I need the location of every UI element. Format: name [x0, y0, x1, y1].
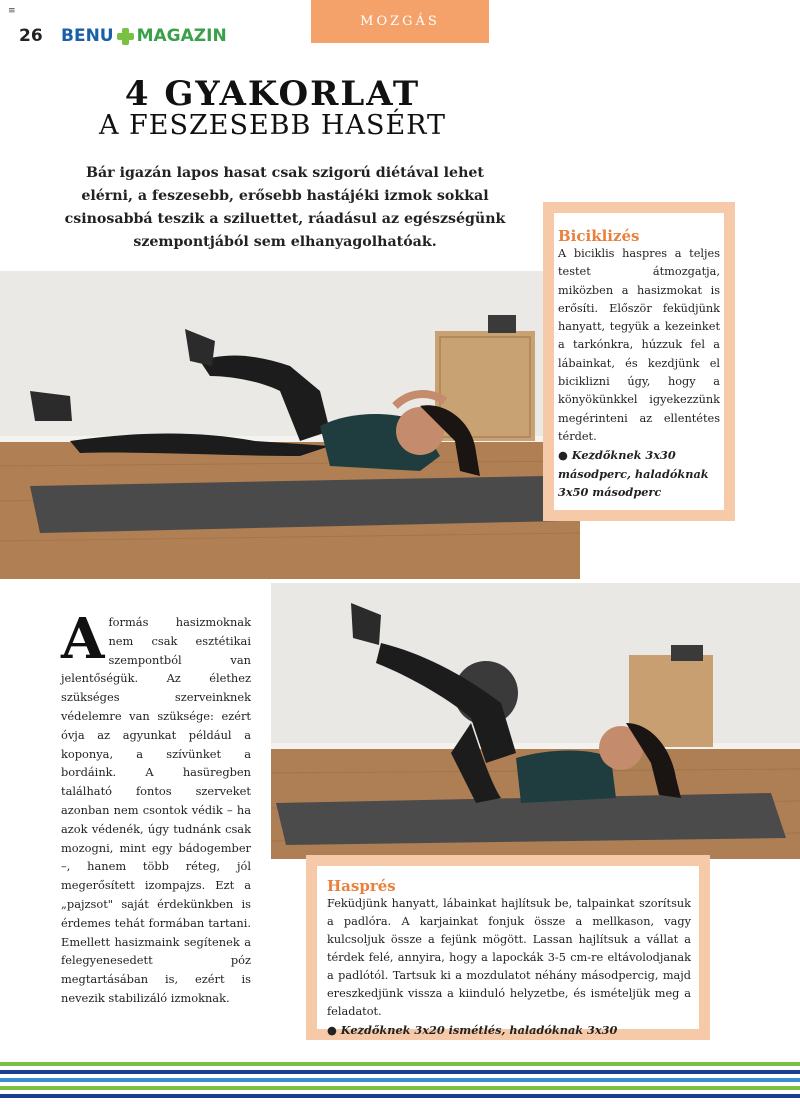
- crunch-exercise-box: [306, 855, 710, 1040]
- bicycle-box-title: Biciklizés: [558, 227, 640, 245]
- page-number: 26: [19, 26, 43, 46]
- crunch-box-title: Hasprés: [327, 877, 396, 895]
- brand-logo: [61, 26, 227, 46]
- bicycle-box-text: A biciklis haspres a teljes testet átmozgatja, miközben a hasizmokat is erősíti. Először feküdjünk hanyatt, tegyük a kezeinket a tarkónkra, húzzuk fel a lábainkat, és kezdjünk el biciklizni úgy, hogy a könyökünkkel igyekezzünk megérinteni az ellentétes térdet.: [558, 247, 720, 443]
- brand-name: BENU: [61, 26, 114, 46]
- crunch-box-reps: ● Kezdőknek 3x20 ismétlés, haladóknak 3x30: [327, 1023, 618, 1037]
- article-lead: Bár igazán lapos hasat csak szigorú diétával lehet elérni, a feszesebb, erősebb hastájéki izmok sokkal csinosabbá teszik a sziluettet, ráadásul az egészségünk szempontjából sem elhanyagolhatóak.: [64, 165, 506, 250]
- crunch-box-text: Feküdjünk hanyatt, lábainkat hajlítsuk be, talpainkat szorítsuk a padlóra. A karjainkat fonjuk össze a mellkason, vagy kulcsoljuk össze a fejünk mögött. Lassan hajlítsuk a vállat a térdek felé, annyira, hogy a lapockák 3-5 cm-re eltávolodjanak a padlótól. Tartsuk ki a mozdulatot néhány másodpercig, majd ereszkedjünk vissza a kiinduló helyzetbe, és ismételjük meg a feladatot.: [327, 897, 691, 1018]
- bicycle-crunch-photo: [0, 271, 580, 579]
- decorative-stripes: [0, 1062, 800, 1102]
- article-title: 4 GYAKORLAT: [124, 74, 421, 114]
- stripe: [0, 1086, 800, 1090]
- menu-icon: ≡: [8, 6, 16, 16]
- article-body: [61, 606, 251, 1008]
- stripe: [0, 1078, 800, 1082]
- section-tab: MOZGÁS: [311, 0, 489, 43]
- stripe: [0, 1094, 800, 1098]
- article-subtitle: A FESZESEBB HASÉRT: [98, 110, 447, 141]
- pharmacy-cross-icon: [117, 28, 134, 45]
- crunch-photo: [271, 583, 800, 859]
- stripe: [0, 1062, 800, 1066]
- brand-magazin: MAGAZIN: [136, 26, 227, 46]
- article-body-text: formás hasizmoknak nem csak esztétikai szempontból van jelentőségük. Az élethez szükséges szerveinknek védelemre van szüksége: ezért óvja az agyunkat például a koponya, a szívünket a bordáink. A hasüregben található fontos szerveket azonban nem csontok védik – ha azok védenék, úgy tudnánk csak mozogni, mint egy bádogember –, hanem több réteg, jól megerősített izompajzs. Ezt a „pajzsot" saját érdekünkben is érdemes tehát formában tartani. Emellett hasizmaink segítenek a felegyenesedett póz megtartásában is, ezért is nevezik stabilizáló izmoknak.: [61, 615, 251, 1005]
- stripe: [0, 1070, 800, 1074]
- drop-cap: A: [61, 606, 105, 672]
- bicycle-box-reps: ● Kezdőknek 3x30 másodperc, haladóknak 3x50 másodperc: [558, 448, 709, 499]
- bicycle-exercise-box: [543, 202, 735, 521]
